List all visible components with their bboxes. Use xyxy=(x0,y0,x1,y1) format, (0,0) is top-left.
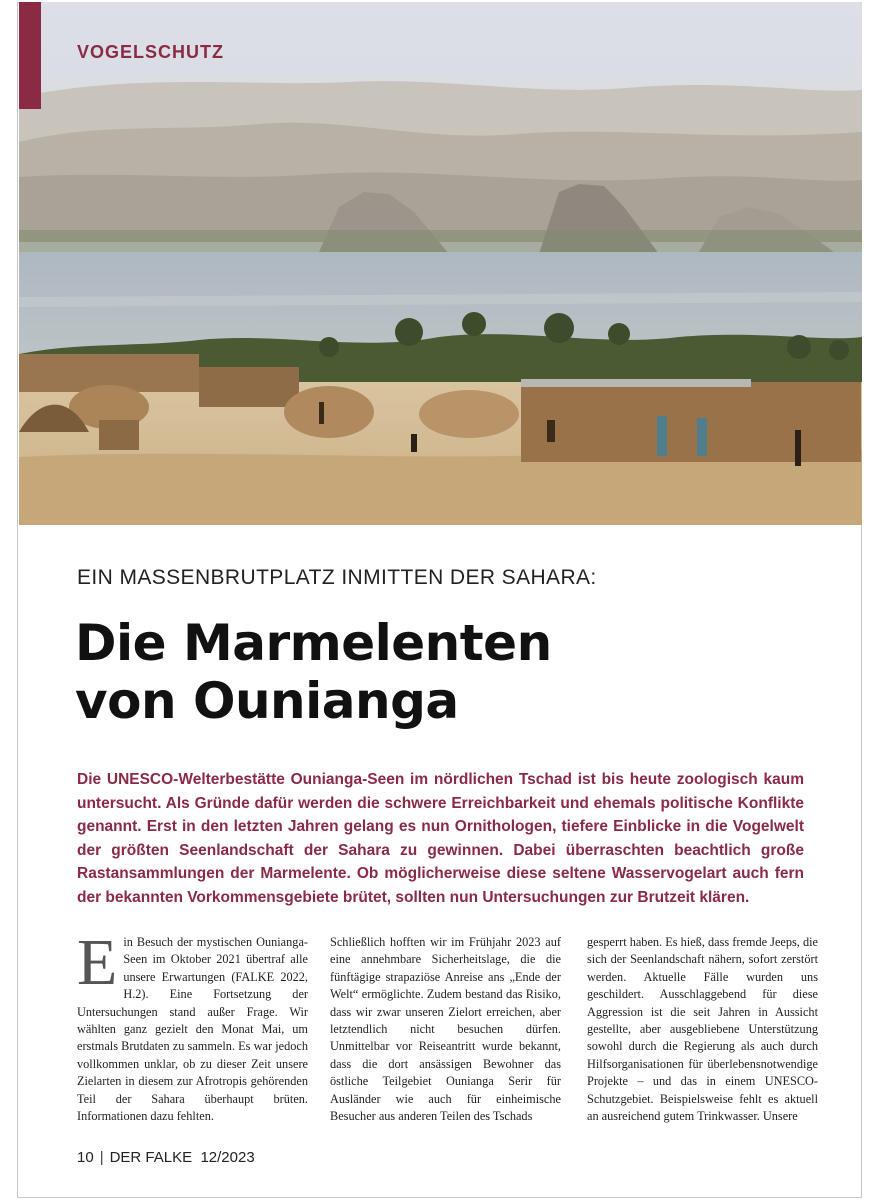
article-overtitle: EIN MASSENBRUTPLATZ INMITTEN DER SAHARA: xyxy=(77,566,597,589)
body-column-1-text: in Besuch der mystischen Ounianga-Seen im Oktober 2021 übertraf alle unsere Erwartungen (FALKE 2022, H.2). Eine Fortsetzung der Untersuchungen stand außer Frage. Wir wählten ganz gezielt den Monat Mai, um erstmals Brutdaten zu sammeln. Es war jedoch vollkommen unklar, ob zu dieser Zeit unsere Zielarten in diesem zur Afrotropis gehörenden Teil der Sahara überhaupt brüten. Informationen dazu fehlten. xyxy=(77,935,308,1124)
body-column-2: Schließlich hofften wir im Frühjahr 2023 auf eine annehmbare Sicherheitslage, die die fünftägige strapaziöse Anreise ans „Ende der Welt“ ermöglichte. Zudem bestand das Risiko, dass wir zwar unseren Zielort erreichen, aber letztendlich nicht besuchen dürfen. Unmittelbar vor Reiseantritt wurde bekannt, dass die dort ansässigen Bewohner das östliche Teilgebiet Ounianga Serir für Ausländer wie auch für einheimische Besucher aus anderen Teilen des Tschads xyxy=(330,935,561,1124)
body-column-3: gesperrt haben. Es hieß, dass fremde Jeeps, die sich der Seenlandschaft nähern, sofort zerstört werden. Aktuelle Fälle wurden uns geschildert. Ausschlaggebend für diese Aggression ist die seit Jahren in Aussicht gestellte, aber ausgebliebene Unterstützung sowohl durch die Regierung als auch durch Hilfsorganisationen für überlebensnotwendige Projekte – und das in einem UNESCO-Schutzgebiet. Beispielsweise fehlt es aktuell an ausreichend gutem Trinkwasser. Unsere xyxy=(587,935,818,1124)
article-lead: Die UNESCO-Welterbestätte Ounianga-Seen im nördlichen Tschad ist bis heute zoologisch kaum untersucht. Als Gründe dafür werden die schwere Erreichbarkeit und ehemals politische Konflikte genannt. Erst in den letzten Jahren gelang es nun Ornithologen, tiefere Einblicke in die Vogelwelt der größten Seenlandschaft der Sahara zu gewinnen. Dabei überraschten beachtlich große Rastansammlungen der Marmelente. Ob möglicherweise diese seltene Wasservogelart auch fern der bekannten Vorkommensgebiete brütet, sollten nun Untersuchungen zur Brutzeit klären. xyxy=(77,771,804,906)
article-title-line-1: Die Marmelenten xyxy=(75,614,552,672)
body-column-1 xyxy=(77,926,308,1125)
footer-separator: | xyxy=(99,1149,104,1166)
article-title-line-2: von Ounianga xyxy=(75,672,459,730)
kicker-accent-bar xyxy=(19,2,41,109)
page-footer xyxy=(77,1149,255,1166)
header-photo xyxy=(19,2,862,525)
section-kicker: VOGELSCHUTZ xyxy=(77,42,225,62)
article-title xyxy=(75,614,552,730)
drop-cap: E xyxy=(77,926,118,999)
magazine-issue: DER FALKE 12/2023 xyxy=(109,1149,255,1166)
page-number: 10 xyxy=(77,1149,94,1166)
desert-lake-village-illustration xyxy=(19,2,862,525)
